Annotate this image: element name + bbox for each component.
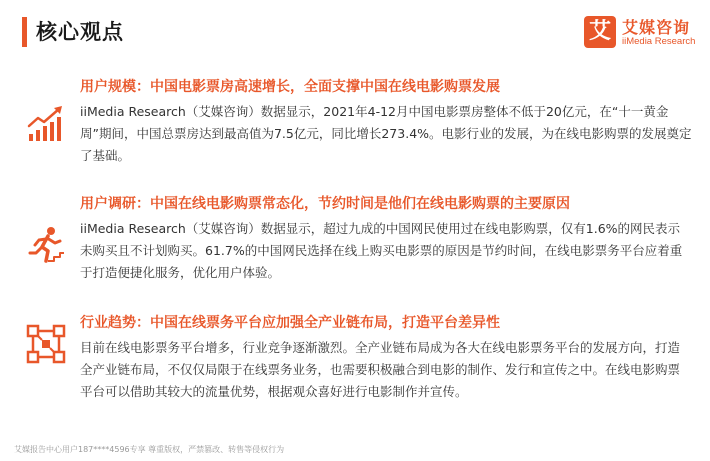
section-title: 用户调研：中国在线电影购票常态化，节约时间是他们在线电影购票的主要原因 [80, 196, 570, 212]
section-body: 目前在线电影票务平台增多，行业竞争逐渐激烈。全产业链布局成为各大在线电影票务平台的发展方向，打造全产业链布局，不仅仅局限于在线票务业务，也需要积极融合到电影的制作、发行和宣传之中。在线电影购票平台可以借助其较大的流量优势，根据观众喜好进行电影制作并宣传。 [80, 340, 681, 399]
running-person-icon [26, 225, 66, 265]
header-accent-bar [22, 17, 27, 47]
page-title: 核心观点 [36, 20, 124, 44]
network-nodes-icon [26, 324, 66, 364]
logo-mark: 艾 [584, 16, 616, 48]
growth-chart-icon [26, 104, 66, 144]
logo-name-cn: 艾媒咨询 [622, 18, 691, 37]
copyright-footer: 艾媒报告中心用户187****4596专享 尊重版权，严禁篡改、转售等侵权行为 [14, 445, 285, 454]
section-title: 用户规模：中国电影票房高速增长，全面支撑中国在线电影购票发展 [80, 79, 500, 95]
section-body: iiMedia Research（艾媒咨询）数据显示，2021年4-12月中国电影票房整体不低于20亿元，在“十一黄金周”期间，中国总票房达到最高值为7.5亿元，同比增长273.4%。电影行业的发展，为在线电影购票的发展奠定了基础。 [80, 104, 692, 163]
section-title: 行业趋势：中国在线票务平台应加强全产业链布局，打造平台差异性 [80, 315, 500, 331]
brand-logo [584, 14, 702, 54]
section-body: iiMedia Research（艾媒咨询）数据显示，超过九成的中国网民使用过在线电影购票，仅有1.6%的网民表示未购买且不计划购买。61.7%的中国网民选择在线上购买电影票的原因是节约时间，在线电影票务平台应着重于打造便捷化服务，优化用户体验。 [80, 221, 683, 280]
logo-name-en: iiMedia Research [622, 36, 696, 47]
